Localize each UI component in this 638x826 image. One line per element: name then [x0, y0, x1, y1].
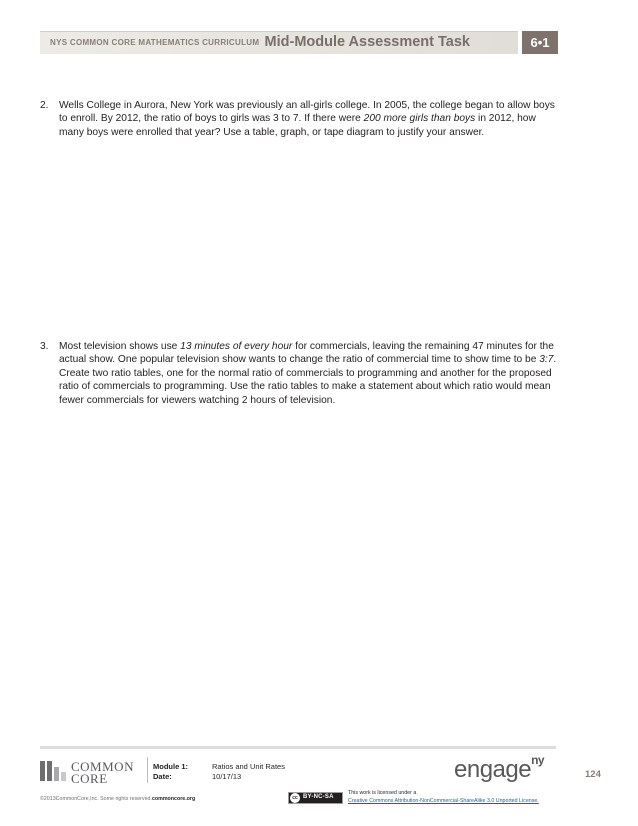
problem-text-part: in 2012, how many boys were enrolled that year? Use a table, graph, or tape diagram to justify your answer. — [59, 113, 536, 138]
page-header — [40, 31, 558, 53]
grade-module-badge: 6•1 — [522, 31, 558, 54]
problem-3 — [40, 340, 560, 407]
problem-number: 2. — [40, 100, 49, 111]
engage-word: engage — [454, 756, 532, 783]
creative-commons-badge-icon — [288, 792, 343, 804]
curriculum-label: NYS COMMON CORE MATHEMATICS CURRICULUM — [50, 38, 260, 47]
problem-emphasis: 13 minutes of every hour — [180, 341, 293, 352]
problem-emphasis: 3:7 — [539, 354, 554, 366]
common-core-logo — [40, 759, 145, 786]
task-title: Mid-Module Assessment Task — [264, 34, 470, 50]
license-link[interactable]: Creative Commons Attribution-NonCommercial-ShareAlike 3.0 Unported License. — [348, 798, 539, 804]
header-bar — [40, 31, 518, 54]
problem-text-part: for commercials, leaving the remaining 47 minutes for the actual show. One popular television show wants to change the ratio of commercial time to show time to be — [59, 341, 554, 366]
problem-text — [59, 340, 560, 407]
common-core-bars-icon — [40, 761, 68, 781]
cc-circle-icon: cc — [290, 793, 300, 803]
engage-sup: ny — [531, 753, 545, 767]
problem-number: 3. — [40, 341, 49, 352]
footer-vertical-divider — [147, 757, 148, 783]
problem-text-part: Wells College in Aurora, New York was previously an all-girls college. In 2005, the college began to allow boys to enroll. By 2012, the ratio of boys to girls was 3 to 7. If there were — [59, 100, 555, 125]
engageny-logo — [454, 753, 545, 784]
copyright-notice — [40, 796, 195, 802]
date-value: 10/17/13 — [212, 772, 242, 781]
module-value: Ratios and Unit Rates — [212, 762, 285, 771]
problem-text-part: . Create two ratio tables, one for the normal ratio of commercials to programming and another for the proposed ratio of commercials to programming. Use the ratio tables to make a statement about which ratio would mean fewer commercials for viewers watching 2 hours of television. — [59, 354, 557, 406]
problem-2 — [40, 99, 560, 139]
logo-word-common: COMMON — [71, 759, 134, 774]
problem-text-part: Most television shows use — [59, 341, 181, 352]
copyright-text: ©2013CommonCore,Inc. Some rights reserved. — [40, 796, 152, 802]
license-text: This work is licensed under a — [348, 790, 417, 796]
problem-text — [59, 99, 560, 139]
logo-word-core: CORE — [71, 771, 108, 786]
module-label: Module 1: — [153, 762, 188, 771]
cc-badge-text: BY-NC-SA — [303, 794, 334, 800]
date-label: Date: — [153, 772, 172, 781]
page-number: 124 — [585, 769, 601, 780]
footer-divider — [40, 746, 556, 749]
problem-emphasis: 200 more girls than boys — [363, 113, 476, 125]
copyright-site: commoncore.org — [151, 796, 196, 802]
